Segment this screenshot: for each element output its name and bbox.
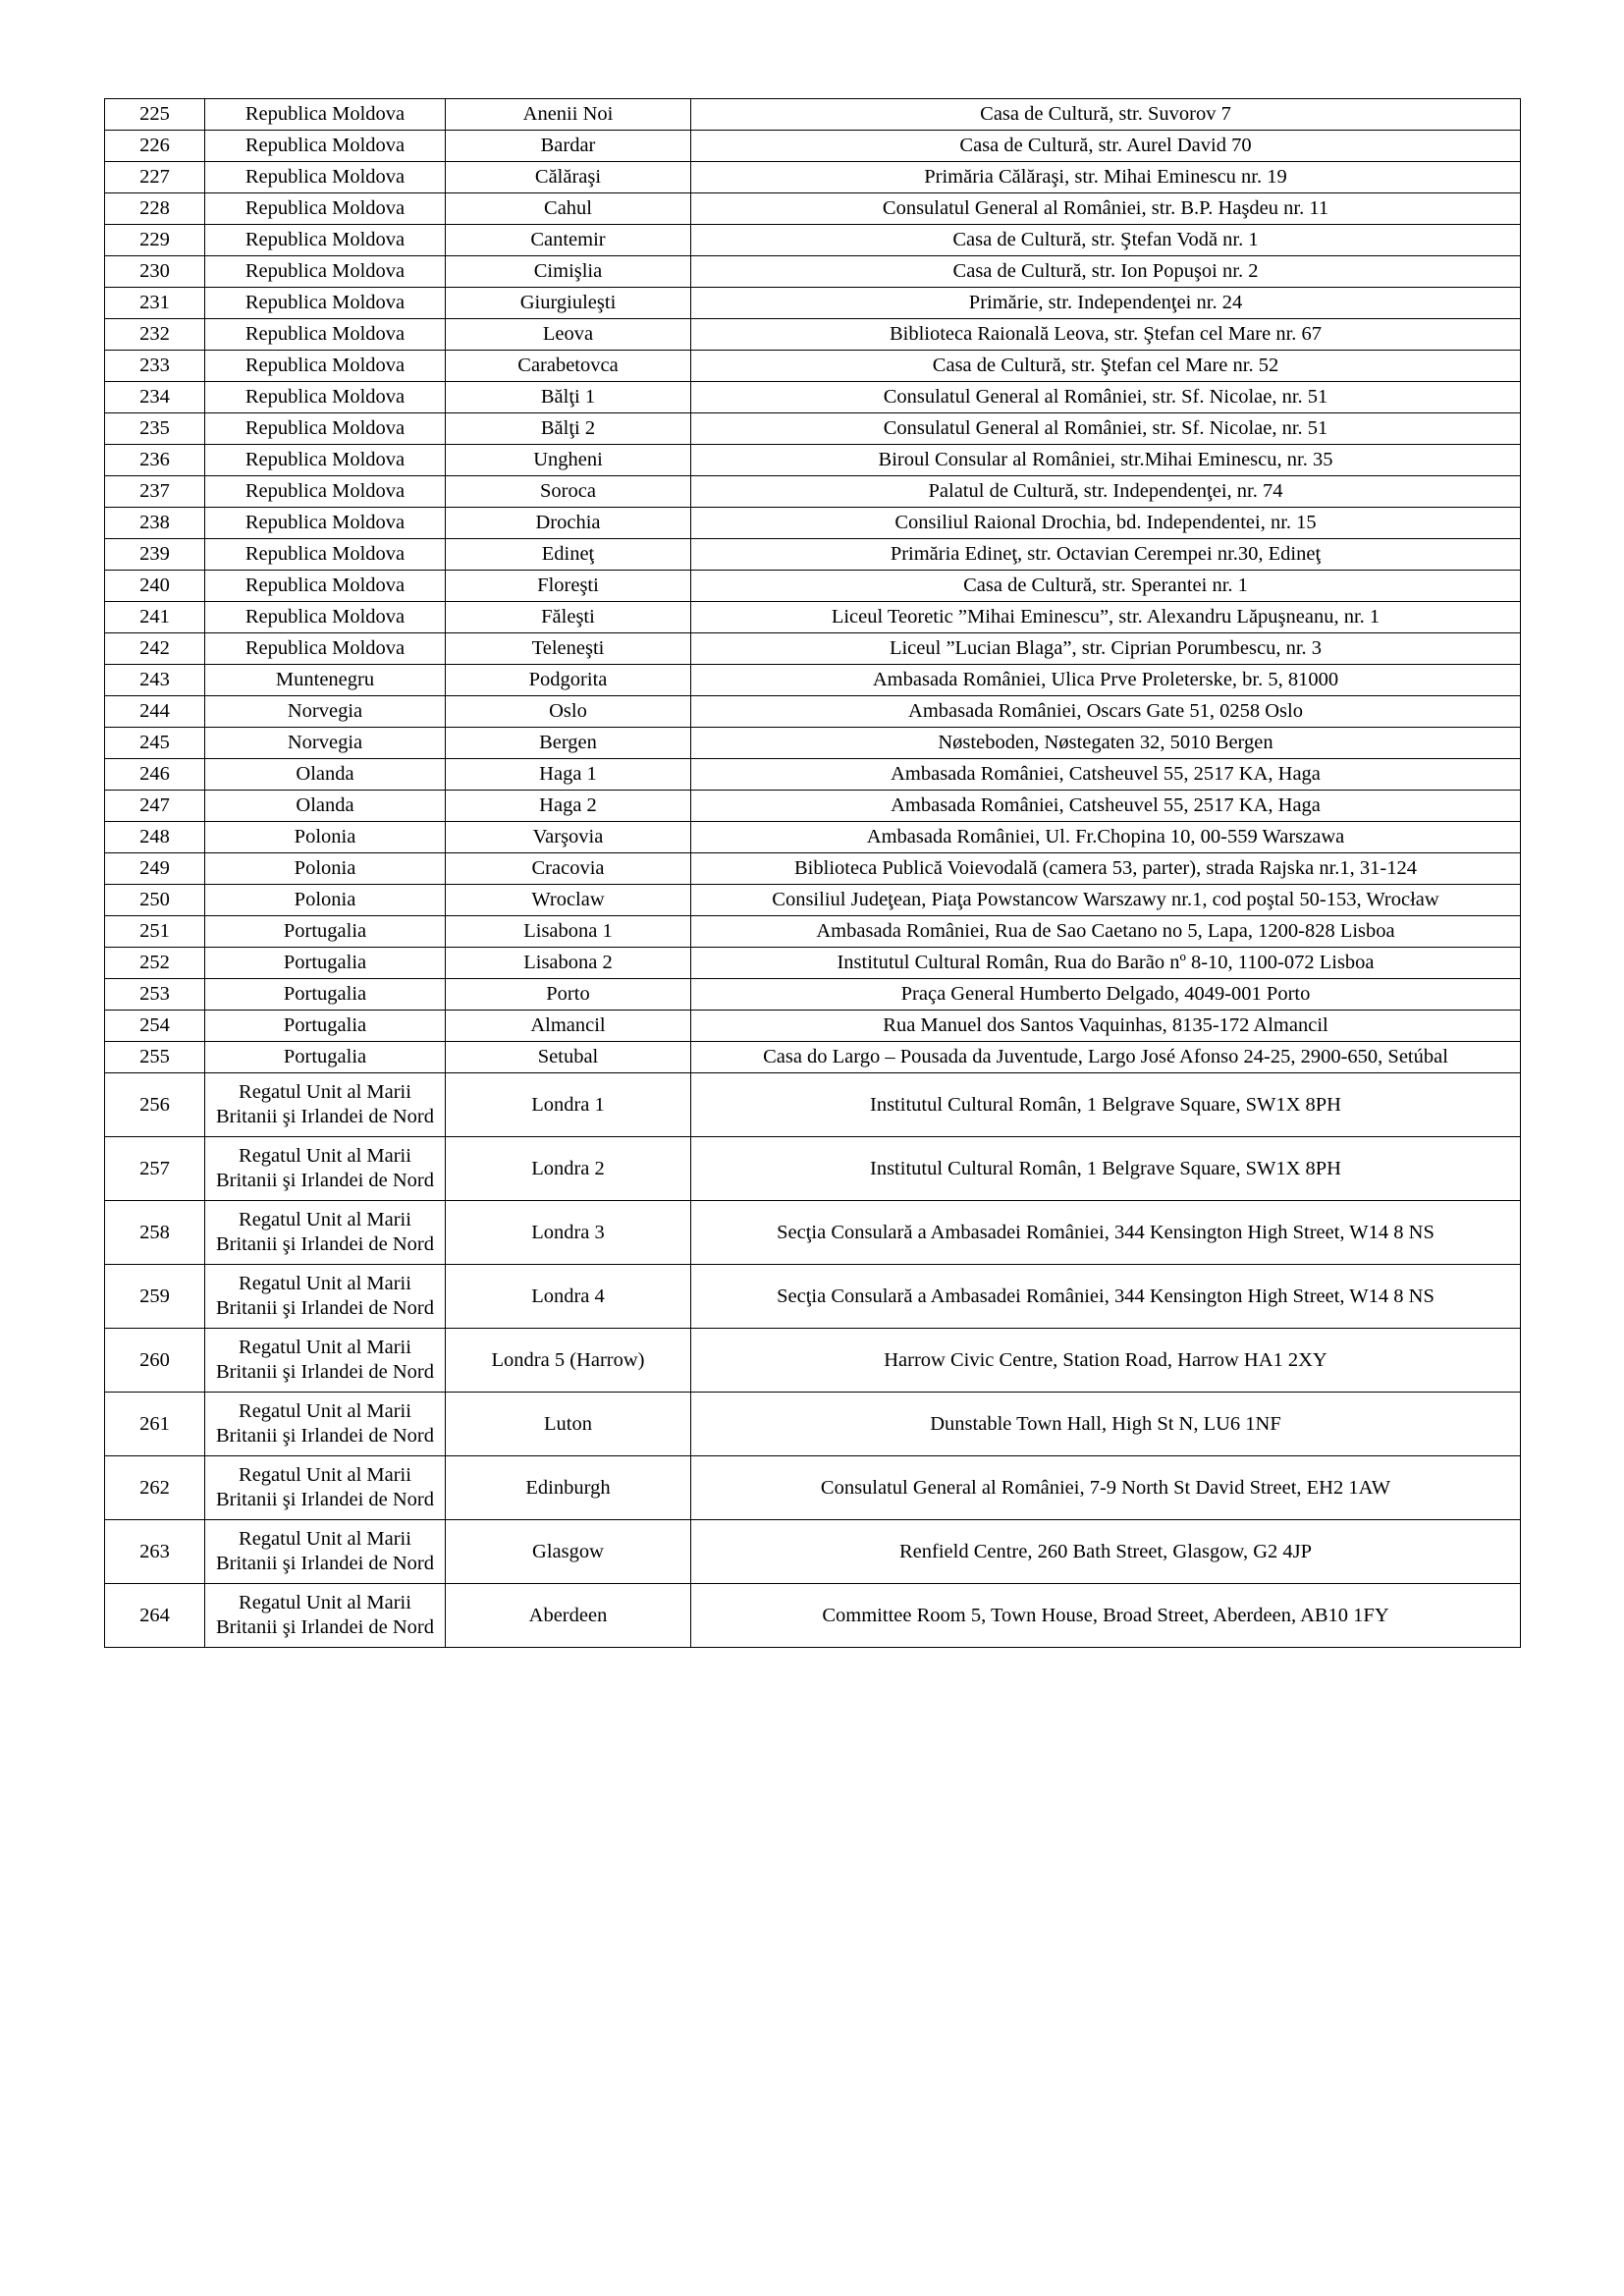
- row-number-cell: 242: [105, 633, 205, 665]
- city-cell: Oslo: [446, 696, 691, 728]
- table-row: [105, 1073, 1521, 1137]
- city-cell: Floreşti: [446, 571, 691, 602]
- city-cell: Londra 1: [446, 1073, 691, 1137]
- address-cell: Consiliul Judeţean, Piaţa Powstancow Warszawy nr.1, cod poştal 50-153, Wrocław: [691, 885, 1521, 916]
- city-cell: Anenii Noi: [446, 99, 691, 131]
- row-number-cell: 247: [105, 791, 205, 822]
- table-row: [105, 445, 1521, 476]
- address-cell: Liceul Teoretic ”Mihai Eminescu”, str. Alexandru Lăpuşneanu, nr. 1: [691, 602, 1521, 633]
- address-cell: Ambasada României, Catsheuvel 55, 2517 KA, Haga: [691, 791, 1521, 822]
- table-row: [105, 256, 1521, 288]
- row-number-cell: 239: [105, 539, 205, 571]
- row-number-cell: 232: [105, 319, 205, 351]
- address-cell: Primăria Edineţ, str. Octavian Cerempei nr.30, Edineţ: [691, 539, 1521, 571]
- table-row: [105, 1042, 1521, 1073]
- table-row: [105, 948, 1521, 979]
- country-cell: Republica Moldova: [205, 193, 446, 225]
- address-cell: Institutul Cultural Român, Rua do Barão nº 8-10, 1100-072 Lisboa: [691, 948, 1521, 979]
- table-row: [105, 1393, 1521, 1456]
- country-cell: Regatul Unit al Marii Britanii şi Irlandei de Nord: [205, 1520, 446, 1584]
- table-row: [105, 288, 1521, 319]
- country-cell: Republica Moldova: [205, 445, 446, 476]
- address-cell: Consiliul Raional Drochia, bd. Independentei, nr. 15: [691, 508, 1521, 539]
- city-cell: Londra 4: [446, 1265, 691, 1329]
- table-row: [105, 413, 1521, 445]
- row-number-cell: 225: [105, 99, 205, 131]
- table-row: [105, 1137, 1521, 1201]
- city-cell: Wroclaw: [446, 885, 691, 916]
- address-cell: Consulatul General al României, str. B.P. Haşdeu nr. 11: [691, 193, 1521, 225]
- country-cell: Republica Moldova: [205, 382, 446, 413]
- table-row: [105, 822, 1521, 853]
- country-cell: Republica Moldova: [205, 288, 446, 319]
- city-cell: Bardar: [446, 131, 691, 162]
- country-cell: Republica Moldova: [205, 539, 446, 571]
- country-cell: Regatul Unit al Marii Britanii şi Irlandei de Nord: [205, 1073, 446, 1137]
- table-row: [105, 853, 1521, 885]
- table-body: [105, 99, 1521, 1648]
- address-cell: Ambasada României, Ul. Fr.Chopina 10, 00-559 Warszawa: [691, 822, 1521, 853]
- address-cell: Consulatul General al României, str. Sf. Nicolae, nr. 51: [691, 382, 1521, 413]
- table-row: [105, 162, 1521, 193]
- table-row: [105, 1520, 1521, 1584]
- country-cell: Polonia: [205, 885, 446, 916]
- address-cell: Ambasada României, Rua de Sao Caetano no 5, Lapa, 1200-828 Lisboa: [691, 916, 1521, 948]
- country-cell: Portugalia: [205, 1042, 446, 1073]
- country-cell: Regatul Unit al Marii Britanii şi Irlandei de Nord: [205, 1265, 446, 1329]
- table-row: [105, 696, 1521, 728]
- address-cell: Palatul de Cultură, str. Independenţei, nr. 74: [691, 476, 1521, 508]
- table-row: [105, 633, 1521, 665]
- row-number-cell: 244: [105, 696, 205, 728]
- country-cell: Portugalia: [205, 916, 446, 948]
- city-cell: Făleşti: [446, 602, 691, 633]
- address-cell: Primărie, str. Independenţei nr. 24: [691, 288, 1521, 319]
- country-cell: Republica Moldova: [205, 131, 446, 162]
- address-cell: Committee Room 5, Town House, Broad Street, Aberdeen, AB10 1FY: [691, 1584, 1521, 1648]
- city-cell: Edineţ: [446, 539, 691, 571]
- city-cell: Cahul: [446, 193, 691, 225]
- table-row: [105, 728, 1521, 759]
- country-cell: Republica Moldova: [205, 319, 446, 351]
- country-cell: Olanda: [205, 791, 446, 822]
- row-number-cell: 231: [105, 288, 205, 319]
- address-cell: Ambasada României, Ulica Prve Proleterske, br. 5, 81000: [691, 665, 1521, 696]
- row-number-cell: 254: [105, 1011, 205, 1042]
- country-cell: Republica Moldova: [205, 351, 446, 382]
- country-cell: Norvegia: [205, 696, 446, 728]
- table-row: [105, 885, 1521, 916]
- table-row: [105, 319, 1521, 351]
- country-cell: Norvegia: [205, 728, 446, 759]
- city-cell: Setubal: [446, 1042, 691, 1073]
- address-cell: Renfield Centre, 260 Bath Street, Glasgow, G2 4JP: [691, 1520, 1521, 1584]
- address-cell: Casa do Largo – Pousada da Juventude, Largo José Afonso 24-25, 2900-650, Setúbal: [691, 1042, 1521, 1073]
- table-row: [105, 508, 1521, 539]
- polling-stations-table: [104, 98, 1521, 1648]
- address-cell: Ambasada României, Catsheuvel 55, 2517 KA, Haga: [691, 759, 1521, 791]
- city-cell: Leova: [446, 319, 691, 351]
- country-cell: Portugalia: [205, 948, 446, 979]
- country-cell: Olanda: [205, 759, 446, 791]
- country-cell: Regatul Unit al Marii Britanii şi Irlandei de Nord: [205, 1584, 446, 1648]
- country-cell: Republica Moldova: [205, 162, 446, 193]
- country-cell: Regatul Unit al Marii Britanii şi Irlandei de Nord: [205, 1456, 446, 1520]
- row-number-cell: 241: [105, 602, 205, 633]
- city-cell: Haga 2: [446, 791, 691, 822]
- table-row: [105, 571, 1521, 602]
- table-row: [105, 476, 1521, 508]
- table-row: [105, 759, 1521, 791]
- city-cell: Haga 1: [446, 759, 691, 791]
- address-cell: Casa de Cultură, str. Aurel David 70: [691, 131, 1521, 162]
- country-cell: Portugalia: [205, 979, 446, 1011]
- row-number-cell: 228: [105, 193, 205, 225]
- country-cell: Republica Moldova: [205, 633, 446, 665]
- city-cell: Glasgow: [446, 1520, 691, 1584]
- address-cell: Primăria Călăraşi, str. Mihai Eminescu nr. 19: [691, 162, 1521, 193]
- table-row: [105, 916, 1521, 948]
- city-cell: Almancil: [446, 1011, 691, 1042]
- address-cell: Casa de Cultură, str. Suvorov 7: [691, 99, 1521, 131]
- row-number-cell: 259: [105, 1265, 205, 1329]
- address-cell: Biblioteca Raională Leova, str. Ştefan cel Mare nr. 67: [691, 319, 1521, 351]
- row-number-cell: 237: [105, 476, 205, 508]
- row-number-cell: 263: [105, 1520, 205, 1584]
- row-number-cell: 230: [105, 256, 205, 288]
- row-number-cell: 257: [105, 1137, 205, 1201]
- row-number-cell: 235: [105, 413, 205, 445]
- address-cell: Secţia Consulară a Ambasadei României, 344 Kensington High Street, W14 8 NS: [691, 1201, 1521, 1265]
- city-cell: Porto: [446, 979, 691, 1011]
- row-number-cell: 226: [105, 131, 205, 162]
- table-row: [105, 1265, 1521, 1329]
- address-cell: Dunstable Town Hall, High St N, LU6 1NF: [691, 1393, 1521, 1456]
- country-cell: Regatul Unit al Marii Britanii şi Irlandei de Nord: [205, 1329, 446, 1393]
- country-cell: Regatul Unit al Marii Britanii şi Irlandei de Nord: [205, 1201, 446, 1265]
- address-cell: Rua Manuel dos Santos Vaquinhas, 8135-172 Almancil: [691, 1011, 1521, 1042]
- row-number-cell: 260: [105, 1329, 205, 1393]
- row-number-cell: 227: [105, 162, 205, 193]
- table-row: [105, 99, 1521, 131]
- row-number-cell: 248: [105, 822, 205, 853]
- table-row: [105, 1456, 1521, 1520]
- table-row: [105, 791, 1521, 822]
- city-cell: Edinburgh: [446, 1456, 691, 1520]
- address-cell: Nøsteboden, Nøstegaten 32, 5010 Bergen: [691, 728, 1521, 759]
- row-number-cell: 264: [105, 1584, 205, 1648]
- row-number-cell: 238: [105, 508, 205, 539]
- city-cell: Luton: [446, 1393, 691, 1456]
- row-number-cell: 262: [105, 1456, 205, 1520]
- country-cell: Regatul Unit al Marii Britanii şi Irlandei de Nord: [205, 1137, 446, 1201]
- city-cell: Aberdeen: [446, 1584, 691, 1648]
- city-cell: Cantemir: [446, 225, 691, 256]
- address-cell: Secţia Consulară a Ambasadei României, 344 Kensington High Street, W14 8 NS: [691, 1265, 1521, 1329]
- row-number-cell: 250: [105, 885, 205, 916]
- country-cell: Polonia: [205, 853, 446, 885]
- address-cell: Ambasada României, Oscars Gate 51, 0258 Oslo: [691, 696, 1521, 728]
- address-cell: Consulatul General al României, 7-9 North St David Street, EH2 1AW: [691, 1456, 1521, 1520]
- city-cell: Carabetovca: [446, 351, 691, 382]
- row-number-cell: 234: [105, 382, 205, 413]
- address-cell: Harrow Civic Centre, Station Road, Harrow HA1 2XY: [691, 1329, 1521, 1393]
- row-number-cell: 245: [105, 728, 205, 759]
- country-cell: Republica Moldova: [205, 476, 446, 508]
- country-cell: Muntenegru: [205, 665, 446, 696]
- address-cell: Casa de Cultură, str. Sperantei nr. 1: [691, 571, 1521, 602]
- address-cell: Casa de Cultură, str. Ion Popuşoi nr. 2: [691, 256, 1521, 288]
- country-cell: Republica Moldova: [205, 508, 446, 539]
- country-cell: Regatul Unit al Marii Britanii şi Irlandei de Nord: [205, 1393, 446, 1456]
- city-cell: Giurgiuleşti: [446, 288, 691, 319]
- city-cell: Cracovia: [446, 853, 691, 885]
- city-cell: Varşovia: [446, 822, 691, 853]
- row-number-cell: 252: [105, 948, 205, 979]
- table-row: [105, 602, 1521, 633]
- country-cell: Portugalia: [205, 1011, 446, 1042]
- row-number-cell: 236: [105, 445, 205, 476]
- city-cell: Drochia: [446, 508, 691, 539]
- address-cell: Consulatul General al României, str. Sf. Nicolae, nr. 51: [691, 413, 1521, 445]
- country-cell: Republica Moldova: [205, 225, 446, 256]
- address-cell: Praça General Humberto Delgado, 4049-001 Porto: [691, 979, 1521, 1011]
- city-cell: Londra 2: [446, 1137, 691, 1201]
- table-row: [105, 665, 1521, 696]
- table-row: [105, 225, 1521, 256]
- table-row: [105, 351, 1521, 382]
- table-row: [105, 193, 1521, 225]
- city-cell: Cimişlia: [446, 256, 691, 288]
- country-cell: Polonia: [205, 822, 446, 853]
- address-cell: Biblioteca Publică Voievodală (camera 53, parter), strada Rajska nr.1, 31-124: [691, 853, 1521, 885]
- address-cell: Biroul Consular al României, str.Mihai Eminescu, nr. 35: [691, 445, 1521, 476]
- city-cell: Lisabona 1: [446, 916, 691, 948]
- table-row: [105, 1011, 1521, 1042]
- table-row: [105, 1329, 1521, 1393]
- address-cell: Casa de Cultură, str. Ştefan cel Mare nr. 52: [691, 351, 1521, 382]
- row-number-cell: 243: [105, 665, 205, 696]
- row-number-cell: 251: [105, 916, 205, 948]
- city-cell: Ungheni: [446, 445, 691, 476]
- country-cell: Republica Moldova: [205, 99, 446, 131]
- city-cell: Londra 3: [446, 1201, 691, 1265]
- country-cell: Republica Moldova: [205, 602, 446, 633]
- row-number-cell: 255: [105, 1042, 205, 1073]
- city-cell: Bălţi 1: [446, 382, 691, 413]
- city-cell: Londra 5 (Harrow): [446, 1329, 691, 1393]
- city-cell: Teleneşti: [446, 633, 691, 665]
- country-cell: Republica Moldova: [205, 571, 446, 602]
- table-row: [105, 1584, 1521, 1648]
- city-cell: Bălţi 2: [446, 413, 691, 445]
- row-number-cell: 233: [105, 351, 205, 382]
- row-number-cell: 261: [105, 1393, 205, 1456]
- address-cell: Institutul Cultural Român, 1 Belgrave Square, SW1X 8PH: [691, 1137, 1521, 1201]
- row-number-cell: 256: [105, 1073, 205, 1137]
- city-cell: Lisabona 2: [446, 948, 691, 979]
- table-row: [105, 979, 1521, 1011]
- table-row: [105, 131, 1521, 162]
- table-row: [105, 1201, 1521, 1265]
- address-cell: Institutul Cultural Român, 1 Belgrave Square, SW1X 8PH: [691, 1073, 1521, 1137]
- address-cell: Casa de Cultură, str. Ştefan Vodă nr. 1: [691, 225, 1521, 256]
- row-number-cell: 240: [105, 571, 205, 602]
- city-cell: Soroca: [446, 476, 691, 508]
- row-number-cell: 249: [105, 853, 205, 885]
- address-cell: Liceul ”Lucian Blaga”, str. Ciprian Porumbescu, nr. 3: [691, 633, 1521, 665]
- country-cell: Republica Moldova: [205, 413, 446, 445]
- table-row: [105, 539, 1521, 571]
- table-row: [105, 382, 1521, 413]
- row-number-cell: 246: [105, 759, 205, 791]
- city-cell: Podgorita: [446, 665, 691, 696]
- city-cell: Călăraşi: [446, 162, 691, 193]
- row-number-cell: 258: [105, 1201, 205, 1265]
- city-cell: Bergen: [446, 728, 691, 759]
- country-cell: Republica Moldova: [205, 256, 446, 288]
- row-number-cell: 229: [105, 225, 205, 256]
- row-number-cell: 253: [105, 979, 205, 1011]
